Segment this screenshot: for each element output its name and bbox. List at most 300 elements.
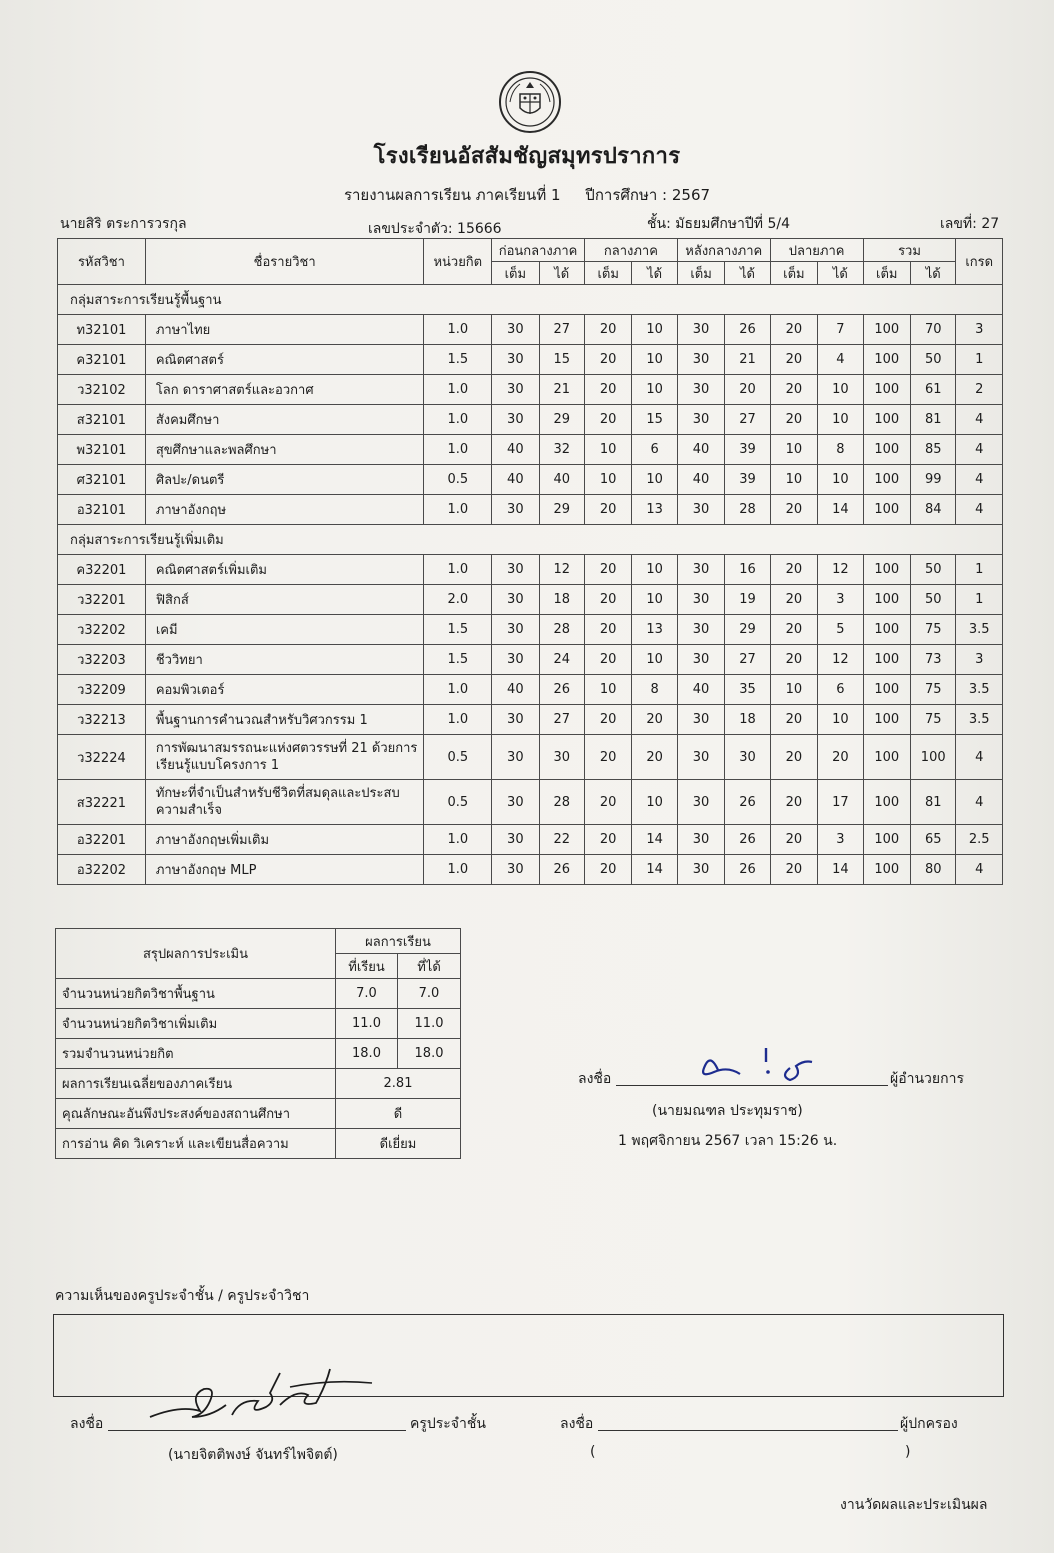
final-full: 20: [770, 615, 817, 645]
mid-full: 20: [584, 645, 631, 675]
mid-full: 20: [584, 495, 631, 525]
final-full: 20: [770, 555, 817, 585]
table-row: [58, 615, 1003, 645]
subject-grade: 1: [956, 555, 1003, 585]
subject-code: ว32201: [58, 585, 146, 615]
before-mid-got: 27: [539, 705, 584, 735]
student-id: เลขประจำตัว: 15666: [368, 221, 502, 237]
after-mid-full: 30: [677, 585, 724, 615]
before-mid-got: 32: [539, 435, 584, 465]
after-mid-got: 39: [725, 435, 770, 465]
total-got: 65: [911, 825, 956, 855]
subject-credits: 1.5: [424, 345, 492, 375]
table-row: [58, 780, 1003, 825]
student-class: ชั้น: มัธยมศึกษาปีที่ 5/4: [647, 216, 790, 232]
report-subtitle: [0, 183, 1054, 207]
summary-earned: 7.0: [398, 979, 461, 1009]
subject-name: พื้นฐานการคำนวณสำหรับวิศวกรรม 1: [145, 705, 424, 735]
mid-full: 20: [584, 780, 631, 825]
subject-name: ทักษะที่จำเป็นสำหรับชีวิตที่สมดุลและประสบความสำเร็จ: [145, 780, 424, 825]
subject-name: คณิตศาสตร์: [145, 345, 424, 375]
total-full: 100: [863, 345, 910, 375]
subject-credits: 1.0: [424, 405, 492, 435]
total-full: 100: [863, 780, 910, 825]
before-mid-full: 30: [492, 825, 539, 855]
before-mid-got: 15: [539, 345, 584, 375]
after-mid-got: 26: [725, 315, 770, 345]
mid-got: 15: [632, 405, 677, 435]
after-mid-full: 30: [677, 555, 724, 585]
total-got: 85: [911, 435, 956, 465]
subject-code: อ32101: [58, 495, 146, 525]
header-got: ได้: [818, 262, 863, 285]
after-mid-got: 28: [725, 495, 770, 525]
subject-credits: 0.5: [424, 780, 492, 825]
subject-credits: 1.5: [424, 645, 492, 675]
subject-credits: 1.0: [424, 435, 492, 465]
director-datetime: 1 พฤศจิกายน 2567 เวลา 15:26 น.: [618, 1133, 838, 1149]
final-got: 10: [818, 375, 863, 405]
subject-grade: 4: [956, 465, 1003, 495]
subject-grade: 3.5: [956, 675, 1003, 705]
after-mid-got: 27: [725, 405, 770, 435]
total-full: 100: [863, 705, 910, 735]
after-mid-full: 40: [677, 675, 724, 705]
after-mid-got: 39: [725, 465, 770, 495]
total-full: 100: [863, 585, 910, 615]
before-mid-got: 26: [539, 675, 584, 705]
subject-credits: 0.5: [424, 465, 492, 495]
final-got: 10: [818, 405, 863, 435]
final-got: 3: [818, 585, 863, 615]
before-mid-got: 29: [539, 405, 584, 435]
total-full: 100: [863, 855, 910, 885]
subject-grade: 3.5: [956, 705, 1003, 735]
total-full: 100: [863, 615, 910, 645]
subject-code: ส32221: [58, 780, 146, 825]
final-full: 20: [770, 855, 817, 885]
summary-earned: 18.0: [398, 1039, 461, 1069]
table-row: [58, 675, 1003, 705]
header-full: เต็ม: [863, 262, 910, 285]
director-sign-line: [616, 1085, 888, 1086]
total-full: 100: [863, 675, 910, 705]
table-row: [58, 405, 1003, 435]
subject-name: คณิตศาสตร์เพิ่มเติม: [145, 555, 424, 585]
after-mid-got: 26: [725, 825, 770, 855]
teacher-name: (นายจิตติพงษ์ จันทร์ไพจิตต์): [168, 1447, 338, 1463]
subject-name: เคมี: [145, 615, 424, 645]
header-subject: ชื่อรายวิชา: [145, 239, 424, 285]
before-mid-full: 30: [492, 855, 539, 885]
after-mid-full: 30: [677, 405, 724, 435]
total-full: 100: [863, 495, 910, 525]
before-mid-full: 40: [492, 465, 539, 495]
summary-enrolled: 18.0: [336, 1039, 398, 1069]
summary-enrolled: 7.0: [336, 979, 398, 1009]
character-value: ดี: [336, 1099, 461, 1129]
summary-earned: 11.0: [398, 1009, 461, 1039]
table-row: [58, 585, 1003, 615]
before-mid-got: 22: [539, 825, 584, 855]
summary-label: รวมจำนวนหน่วยกิต: [56, 1039, 336, 1069]
summary-table: [55, 928, 461, 1159]
total-got: 50: [911, 345, 956, 375]
subject-credits: 1.5: [424, 615, 492, 645]
subject-credits: 1.0: [424, 705, 492, 735]
subject-name: คอมพิวเตอร์: [145, 675, 424, 705]
final-got: 17: [818, 780, 863, 825]
subject-code: ค32201: [58, 555, 146, 585]
before-mid-full: 30: [492, 345, 539, 375]
reading-label: การอ่าน คิด วิเคราะห์ และเขียนสื่อความ: [56, 1129, 336, 1159]
after-mid-got: 29: [725, 615, 770, 645]
after-mid-got: 18: [725, 705, 770, 735]
subject-name: ภาษาอังกฤษ: [145, 495, 424, 525]
subject-name: ศิลปะ/ดนตรี: [145, 465, 424, 495]
mid-got: 8: [632, 675, 677, 705]
subject-grade: 3.5: [956, 615, 1003, 645]
mid-got: 10: [632, 375, 677, 405]
subject-name: สุขศึกษาและพลศึกษา: [145, 435, 424, 465]
report-title: รายงานผลการเรียน ภาคเรียนที่ 1: [343, 186, 561, 204]
mid-full: 10: [584, 435, 631, 465]
final-got: 7: [818, 315, 863, 345]
mid-full: 20: [584, 855, 631, 885]
summary-row: [56, 1039, 461, 1069]
table-row: [58, 735, 1003, 780]
subject-code: ว32213: [58, 705, 146, 735]
table-row: [58, 555, 1003, 585]
subject-credits: 1.0: [424, 555, 492, 585]
final-got: 12: [818, 555, 863, 585]
after-mid-full: 30: [677, 780, 724, 825]
mid-full: 20: [584, 705, 631, 735]
final-full: 20: [770, 780, 817, 825]
total-got: 50: [911, 555, 956, 585]
before-mid-full: 30: [492, 735, 539, 780]
total-got: 75: [911, 675, 956, 705]
after-mid-full: 30: [677, 735, 724, 780]
before-mid-got: 12: [539, 555, 584, 585]
mid-got: 10: [632, 780, 677, 825]
final-got: 14: [818, 495, 863, 525]
mid-got: 13: [632, 495, 677, 525]
after-mid-full: 30: [677, 855, 724, 885]
subject-code: อ32201: [58, 825, 146, 855]
header-got: ได้: [911, 262, 956, 285]
final-full: 20: [770, 825, 817, 855]
after-mid-full: 30: [677, 825, 724, 855]
before-mid-full: 30: [492, 705, 539, 735]
final-full: 20: [770, 495, 817, 525]
subject-code: พ32101: [58, 435, 146, 465]
subject-name: ภาษาอังกฤษเพิ่มเติม: [145, 825, 424, 855]
before-mid-got: 40: [539, 465, 584, 495]
subject-credits: 2.0: [424, 585, 492, 615]
summary-label: จำนวนหน่วยกิตวิชาพื้นฐาน: [56, 979, 336, 1009]
final-full: 10: [770, 465, 817, 495]
mid-got: 10: [632, 585, 677, 615]
parent-close-paren: ): [905, 1444, 911, 1460]
total-got: 99: [911, 465, 956, 495]
final-full: 20: [770, 735, 817, 780]
summary-result-header: ผลการเรียน: [336, 929, 461, 954]
final-full: 20: [770, 315, 817, 345]
total-full: 100: [863, 735, 910, 780]
table-row: [58, 435, 1003, 465]
parent-open-paren: (: [590, 1444, 596, 1460]
academic-year: ปีการศึกษา : 2567: [585, 186, 711, 204]
director-sign-label: ลงชื่อ: [578, 1071, 612, 1087]
subject-credits: 1.0: [424, 315, 492, 345]
group-row: [58, 525, 1003, 555]
header-got: ได้: [632, 262, 677, 285]
final-got: 5: [818, 615, 863, 645]
mid-full: 10: [584, 465, 631, 495]
final-got: 6: [818, 675, 863, 705]
final-got: 3: [818, 825, 863, 855]
subject-grade: 4: [956, 495, 1003, 525]
mid-got: 14: [632, 855, 677, 885]
total-got: 81: [911, 405, 956, 435]
after-mid-got: 26: [725, 780, 770, 825]
final-got: 10: [818, 465, 863, 495]
header-code: รหัสวิชา: [58, 239, 146, 285]
summary-label: จำนวนหน่วยกิตวิชาเพิ่มเติม: [56, 1009, 336, 1039]
final-got: 14: [818, 855, 863, 885]
mid-full: 20: [584, 825, 631, 855]
before-mid-got: 28: [539, 615, 584, 645]
after-mid-full: 30: [677, 375, 724, 405]
director-signature: [700, 1042, 820, 1084]
mid-full: 20: [584, 735, 631, 780]
after-mid-got: 19: [725, 585, 770, 615]
comments-title: ความเห็นของครูประจำชั้น / ครูประจำวิชา: [55, 1288, 310, 1304]
table-row: [58, 315, 1003, 345]
subject-code: ค32101: [58, 345, 146, 375]
header-after-mid: หลังกลางภาค: [677, 239, 770, 262]
subject-name: ชีววิทยา: [145, 645, 424, 675]
subject-credits: 0.5: [424, 735, 492, 780]
subject-credits: 1.0: [424, 675, 492, 705]
after-mid-full: 40: [677, 435, 724, 465]
table-row: [58, 375, 1003, 405]
header-got: ได้: [539, 262, 584, 285]
header-got: ได้: [725, 262, 770, 285]
final-full: 20: [770, 585, 817, 615]
total-full: 100: [863, 405, 910, 435]
total-full: 100: [863, 645, 910, 675]
group-row: [58, 285, 1003, 315]
group-title: กลุ่มสาระการเรียนรู้เพิ่มเติม: [58, 525, 1003, 555]
subject-grade: 4: [956, 405, 1003, 435]
after-mid-got: 35: [725, 675, 770, 705]
subject-grade: 4: [956, 435, 1003, 465]
header-final: ปลายภาค: [770, 239, 863, 262]
final-full: 20: [770, 345, 817, 375]
subject-grade: 1: [956, 585, 1003, 615]
reading-value: ดีเยี่ยม: [336, 1129, 461, 1159]
final-got: 12: [818, 645, 863, 675]
before-mid-full: 30: [492, 780, 539, 825]
before-mid-full: 30: [492, 315, 539, 345]
header-grade: เกรด: [956, 239, 1003, 285]
after-mid-full: 30: [677, 615, 724, 645]
final-full: 20: [770, 645, 817, 675]
table-row: [58, 465, 1003, 495]
table-row: [58, 825, 1003, 855]
summary-title: สรุปผลการประเมิน: [56, 929, 336, 979]
total-full: 100: [863, 825, 910, 855]
total-got: 81: [911, 780, 956, 825]
after-mid-full: 30: [677, 315, 724, 345]
table-row: [58, 705, 1003, 735]
before-mid-got: 24: [539, 645, 584, 675]
gpa-label: ผลการเรียนเฉลี่ยของภาคเรียน: [56, 1069, 336, 1099]
subject-credits: 1.0: [424, 375, 492, 405]
subject-name: ภาษาไทย: [145, 315, 424, 345]
total-got: 75: [911, 615, 956, 645]
mid-got: 20: [632, 735, 677, 780]
final-full: 20: [770, 405, 817, 435]
before-mid-got: 29: [539, 495, 584, 525]
header-total: รวม: [863, 239, 956, 262]
subject-name: การพัฒนาสมรรถนะแห่งศตวรรษที่ 21 ด้วยการเรียนรู้แบบโครงการ 1: [145, 735, 424, 780]
student-name: นายสิริ ตระการวรกุล: [60, 216, 187, 232]
header-full: เต็ม: [770, 262, 817, 285]
before-mid-full: 30: [492, 375, 539, 405]
total-full: 100: [863, 435, 910, 465]
mid-got: 10: [632, 645, 677, 675]
after-mid-full: 30: [677, 345, 724, 375]
total-got: 100: [911, 735, 956, 780]
table-row: [58, 855, 1003, 885]
teacher-sign-label: ลงชื่อ: [70, 1416, 104, 1432]
subject-credits: 1.0: [424, 495, 492, 525]
teacher-role: ครูประจำชั้น: [410, 1416, 486, 1432]
mid-got: 20: [632, 705, 677, 735]
mid-got: 6: [632, 435, 677, 465]
gpa-value: 2.81: [336, 1069, 461, 1099]
subject-name: โลก ดาราศาสตร์และอวกาศ: [145, 375, 424, 405]
subject-code: ว32203: [58, 645, 146, 675]
subject-code: ส32101: [58, 405, 146, 435]
before-mid-full: 30: [492, 615, 539, 645]
subject-grade: 4: [956, 855, 1003, 885]
grades-table: [57, 238, 1003, 885]
header-full: เต็ม: [584, 262, 631, 285]
mid-got: 10: [632, 345, 677, 375]
subject-code: ว32224: [58, 735, 146, 780]
director-role: ผู้อำนวยการ: [890, 1071, 964, 1087]
department-footer: งานวัดผลและประเมินผล: [840, 1497, 988, 1513]
group-title: กลุ่มสาระการเรียนรู้พื้นฐาน: [58, 285, 1003, 315]
parent-sign-label: ลงชื่อ: [560, 1416, 594, 1432]
before-mid-got: 18: [539, 585, 584, 615]
mid-full: 10: [584, 675, 631, 705]
grades-body: [58, 285, 1003, 885]
summary-enrolled-header: ที่เรียน: [336, 954, 398, 979]
subject-grade: 4: [956, 780, 1003, 825]
mid-got: 13: [632, 615, 677, 645]
final-full: 20: [770, 705, 817, 735]
before-mid-got: 30: [539, 735, 584, 780]
mid-full: 20: [584, 555, 631, 585]
character-label: คุณลักษณะอันพึงประสงค์ของสถานศึกษา: [56, 1099, 336, 1129]
mid-got: 14: [632, 825, 677, 855]
header-full: เต็ม: [492, 262, 539, 285]
subject-grade: 4: [956, 735, 1003, 780]
table-row: [58, 645, 1003, 675]
mid-full: 20: [584, 315, 631, 345]
mid-got: 10: [632, 465, 677, 495]
header-mid: กลางภาค: [584, 239, 677, 262]
final-full: 20: [770, 375, 817, 405]
student-number: เลขที่: 27: [940, 216, 1000, 232]
final-got: 10: [818, 705, 863, 735]
total-full: 100: [863, 375, 910, 405]
school-seal-logo: [498, 70, 562, 134]
header-before-mid: ก่อนกลางภาค: [492, 239, 585, 262]
subject-code: ท32101: [58, 315, 146, 345]
before-mid-full: 30: [492, 645, 539, 675]
subject-code: อ32202: [58, 855, 146, 885]
header-credits: หน่วยกิต: [424, 239, 492, 285]
after-mid-got: 30: [725, 735, 770, 780]
subject-grade: 1: [956, 345, 1003, 375]
mid-full: 20: [584, 375, 631, 405]
subject-code: ว32102: [58, 375, 146, 405]
final-got: 20: [818, 735, 863, 780]
subject-name: ภาษาอังกฤษ MLP: [145, 855, 424, 885]
total-full: 100: [863, 465, 910, 495]
director-name: (นายมณฑล ประทุมราช): [652, 1103, 803, 1119]
total-got: 75: [911, 705, 956, 735]
after-mid-got: 21: [725, 345, 770, 375]
mid-full: 20: [584, 615, 631, 645]
summary-earned-header: ที่ได้: [398, 954, 461, 979]
subject-code: ศ32101: [58, 465, 146, 495]
subject-grade: 2.5: [956, 825, 1003, 855]
before-mid-full: 40: [492, 675, 539, 705]
before-mid-got: 26: [539, 855, 584, 885]
final-full: 10: [770, 675, 817, 705]
final-got: 8: [818, 435, 863, 465]
subject-credits: 1.0: [424, 855, 492, 885]
total-got: 80: [911, 855, 956, 885]
subject-name: สังคมศึกษา: [145, 405, 424, 435]
before-mid-got: 28: [539, 780, 584, 825]
before-mid-full: 30: [492, 555, 539, 585]
mid-got: 10: [632, 555, 677, 585]
subject-grade: 3: [956, 645, 1003, 675]
after-mid-full: 30: [677, 705, 724, 735]
total-got: 73: [911, 645, 956, 675]
after-mid-got: 20: [725, 375, 770, 405]
after-mid-full: 40: [677, 465, 724, 495]
after-mid-got: 27: [725, 645, 770, 675]
mid-got: 10: [632, 315, 677, 345]
before-mid-full: 30: [492, 495, 539, 525]
subject-name: ฟิสิกส์: [145, 585, 424, 615]
after-mid-full: 30: [677, 645, 724, 675]
after-mid-full: 30: [677, 495, 724, 525]
after-mid-got: 16: [725, 555, 770, 585]
mid-full: 20: [584, 345, 631, 375]
before-mid-full: 30: [492, 585, 539, 615]
parent-sign-line: [598, 1430, 898, 1431]
